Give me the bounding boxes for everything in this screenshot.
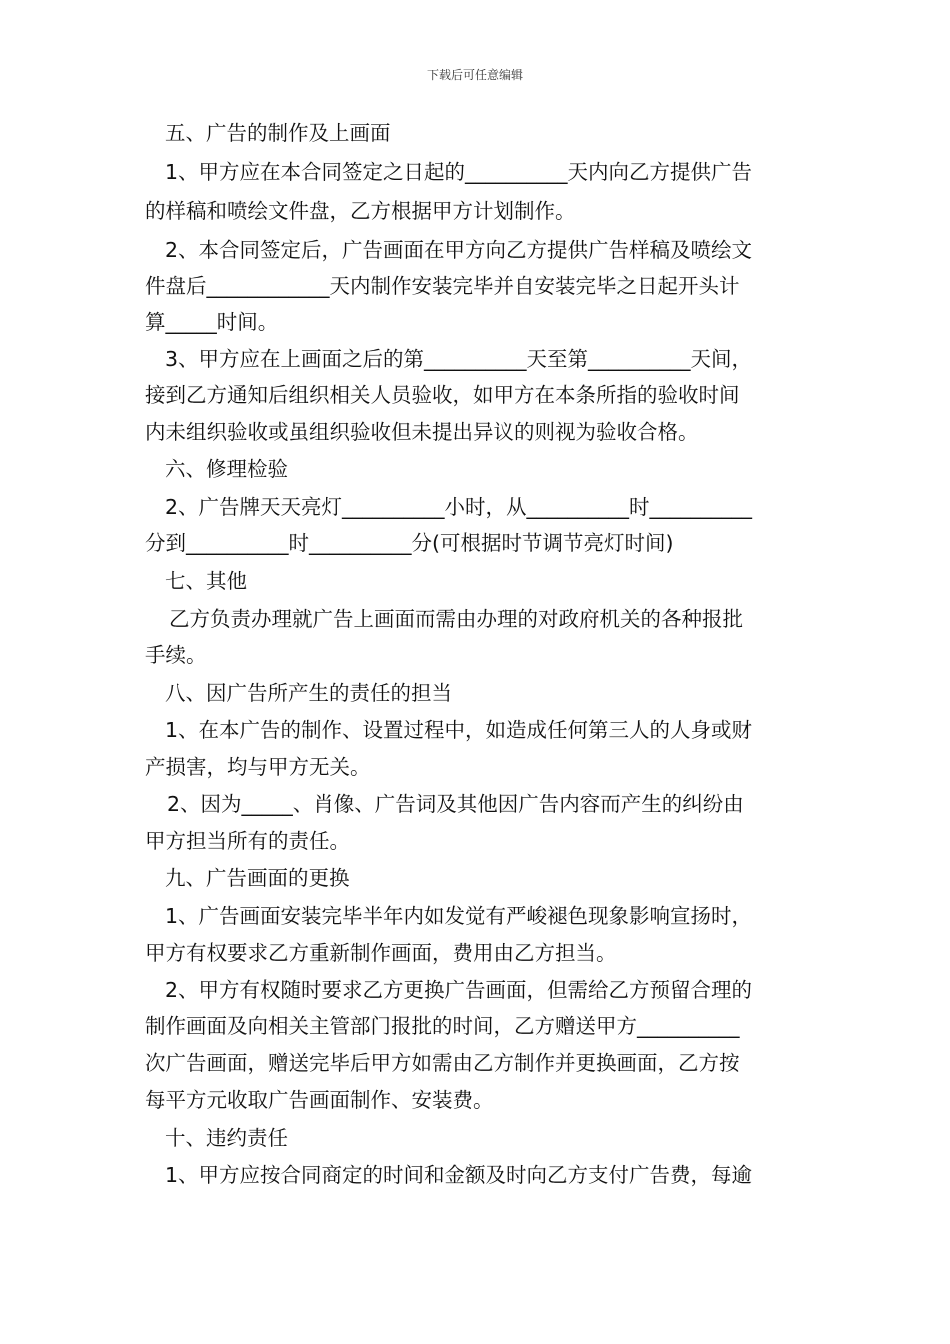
text-line: 1、甲方应在本合同签定之日起的__________天内向乙方提供广告 — [165, 160, 753, 184]
text-line: 产损害，均与甲方无关。 — [145, 755, 371, 779]
text-line: 手续。 — [145, 643, 207, 667]
text-line: 3、甲方应在上画面之后的第__________天至第__________天间， — [165, 347, 753, 371]
text-line: 十、违约责任 — [165, 1126, 288, 1150]
text-line: 六、修理检验 — [165, 457, 288, 481]
text-line: 乙方负责办理就广告上画面而需由办理的对政府机关的各种报批 — [169, 607, 743, 631]
text-line: 件盘后____________天内制作安装完毕并自安装完毕之日起开头计 — [145, 274, 740, 298]
text-line: 1、甲方应按合同商定的时间和金额及时向乙方支付广告费，每逾 — [165, 1163, 753, 1187]
text-line: 每平方元收取广告画面制作、安装费。 — [145, 1088, 494, 1112]
text-line: 算_____时间。 — [145, 310, 279, 334]
text-line: 九、广告画面的更换 — [165, 866, 350, 890]
text-line: 次广告画面，赠送完毕后甲方如需由乙方制作并更换画面，乙方按 — [145, 1051, 740, 1075]
text-line: 2、本合同签定后，广告画面在甲方向乙方提供广告样稿及喷绘文 — [165, 238, 753, 262]
text-line: 八、因广告所产生的责任的担当 — [165, 681, 452, 705]
text-line: 1、在本广告的制作、设置过程中，如造成任何第三人的人身或财 — [165, 718, 753, 742]
text-line: 2、因为_____、肖像、广告词及其他因广告内容而产生的纠纷由 — [167, 792, 744, 816]
text-line: 接到乙方通知后组织相关人员验收，如甲方在本条所指的验收时间 — [145, 383, 740, 407]
text-line: 分到__________时__________分(可根据时节调节亮灯时间) — [145, 531, 674, 555]
text-line: 2、广告牌天天亮灯__________小时，从__________时__________ — [165, 495, 753, 519]
text-line: 的样稿和喷绘文件盘，乙方根据甲方计划制作。 — [145, 199, 576, 223]
text-line: 甲方有权要求乙方重新制作画面，费用由乙方担当。 — [145, 941, 617, 965]
text-line: 1、广告画面安装完毕半年内如发觉有严峻褪色现象影响宣扬时， — [165, 904, 753, 928]
page-header: 下载后可任意编辑 — [426, 68, 523, 82]
text-line: 内未组织验收或虽组织验收但未提出异议的则视为验收合格。 — [145, 420, 699, 444]
text-line: 甲方担当所有的责任。 — [145, 829, 350, 853]
text-line: 制作画面及向相关主管部门报批的时间，乙方赠送甲方__________ — [145, 1014, 740, 1038]
text-line: 五、广告的制作及上画面 — [165, 121, 391, 145]
text-line: 2、甲方有权随时要求乙方更换广告画面，但需给乙方预留合理的 — [165, 978, 753, 1002]
text-line: 七、其他 — [165, 569, 247, 593]
